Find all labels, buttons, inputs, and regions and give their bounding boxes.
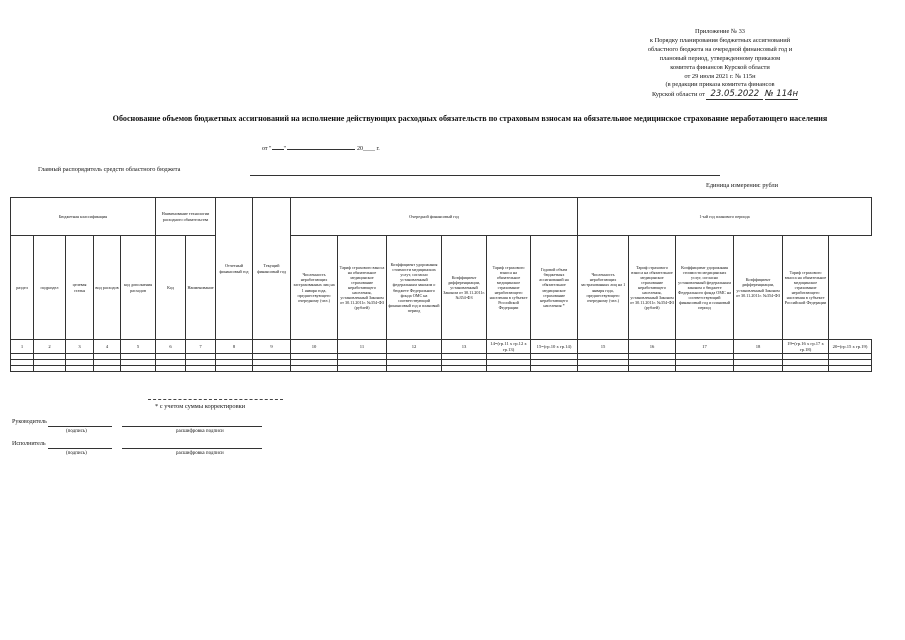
col-number: 15=(гр.10 х гр.14): [531, 340, 578, 354]
signature-field[interactable]: [48, 426, 112, 427]
col-number: 6: [156, 340, 186, 354]
manager-field[interactable]: [250, 175, 720, 176]
appendix-line: комитета финансов Курской области: [670, 63, 770, 71]
appendix-number: Приложение № 33: [695, 28, 745, 35]
col-number: 13: [442, 340, 487, 354]
stamp-date: 23.05.2022: [706, 89, 763, 100]
col-number: 16: [629, 340, 676, 354]
col-number: 11: [338, 340, 387, 354]
col-number: 12: [387, 340, 442, 354]
reported-year-header: Отчетный финансовый год: [216, 198, 253, 340]
appendix-edition-line: Курской области от 23.05.2022 № 114н: [652, 89, 799, 100]
signature-caption: расшифровка подписи: [176, 429, 224, 434]
col-header: Коэффициент удорожания стоимости медицинских услут, согласно установленный федеральным законом о бюджете Федерального фонда ОМС на соответствующий финансовый год и плановый период: [387, 236, 442, 340]
col-number: 7: [186, 340, 216, 354]
appendix-line: от 29 июля 2021 г. № 115н: [684, 72, 756, 80]
col-number: 8: [216, 340, 253, 354]
col-number: 9: [253, 340, 291, 354]
signature-decode-field[interactable]: [122, 426, 262, 427]
appendix-line: к Порядку планирования бюджетных ассигнований: [649, 36, 791, 44]
col-header: Численность неработающих застрахованных лиц на 1 января года, предшествующего очередному (чел.): [291, 236, 338, 340]
table-row[interactable]: [11, 366, 872, 372]
col-header: Коэффициент дифференциации, установленный Законом от 30.11.2011г. №354-ФЗ: [442, 236, 487, 340]
appendix-header: [560, 28, 880, 100]
appendix-line: (в редакции приказа комитета финансов: [665, 81, 775, 89]
col-header: Наименование: [186, 236, 216, 340]
budget-class-header: Бюджетная классификация: [11, 198, 156, 236]
manager-label: Главный распорядитель средств областного бюджета: [38, 166, 181, 173]
signature-caption: (подпись): [66, 429, 87, 434]
col-number: 3: [66, 340, 94, 354]
col-number: 19=(гр.16 х гр.17 х гр.18): [783, 340, 829, 354]
col-header: Код: [156, 236, 186, 340]
col-number: 17: [676, 340, 734, 354]
col-number: 10: [291, 340, 338, 354]
col-header: код дополнения расходов: [121, 236, 156, 340]
program-name-header: Наименование технологии расходного обязательства: [156, 198, 216, 236]
signature-decode-field[interactable]: [122, 448, 262, 449]
signature-role: Руководитель: [12, 419, 47, 425]
col-header: Тариф страхового взноса на обязательное медицинское страхование неработающего населения, установленный Законом от 30.11.2011г. №354-ФЗ (рублей): [338, 236, 387, 340]
col-header: Численность неработающих застрахованных лиц на 1 января года, предшествующего очередному (чел.): [578, 236, 629, 340]
appendix-line: плановый период, утвержденному приказом: [659, 54, 781, 62]
appendix-line: областного бюджета на очередной финансовый год и: [647, 45, 793, 53]
col-number: 1: [11, 340, 34, 354]
first-plan-year-header: 1-ый год планового периода: [578, 198, 872, 236]
col-number: 5: [121, 340, 156, 354]
col-number: 15: [578, 340, 629, 354]
col-number: 14=(гр.11 х гр.12 х гр.13): [487, 340, 531, 354]
col-number: 18: [734, 340, 783, 354]
footnote-divider: [148, 399, 283, 400]
col-header: целевая статья: [66, 236, 94, 340]
document-title: Обоснование объемов бюджетных ассигнований на исполнение действующих расходных обязательств по страховым взносам на обязательное медицинское страхование неработающего населения: [112, 114, 828, 123]
current-year-header: Текущий финансовый год: [253, 198, 291, 340]
col-header: раздел: [11, 236, 34, 340]
date-line: от " " 20____ г.: [262, 146, 380, 152]
col-number: 4: [94, 340, 121, 354]
col-number: 2: [34, 340, 66, 354]
units-label: Единица измерения: рубли: [706, 182, 779, 189]
signature-caption: расшифровка подписи: [176, 451, 224, 456]
signature-role: Исполнитель: [12, 441, 46, 447]
col-header: Тариф страхового взноса на обязательное медицинское страхование неработающего населения, установленный Законом от 30.11.2011г. №354-ФЗ (рублей): [629, 236, 676, 340]
signature-field[interactable]: [48, 448, 112, 449]
footnote: * с учетом суммы корректировки: [155, 403, 246, 410]
col-header: вид расходов: [94, 236, 121, 340]
col-header: подраздел: [34, 236, 66, 340]
col-header: Коэффициент удорожания стоимости медицинских услуг, согласно установленный федеральным законом о бюджете Федерального фонда ОМС на соответствующий финансовый год и плановый период: [676, 236, 734, 340]
col-number: 20=(гр.15 х гр.19): [829, 340, 872, 354]
signature-caption: (подпись): [66, 451, 87, 456]
budget-table: [10, 197, 872, 372]
next-year-header: Очередной финансовый год: [291, 198, 578, 236]
col-header: Коэффициент дифференциации, установленный Законом от 30.11.2011г. №354-ФЗ: [734, 236, 783, 340]
col-header: Тариф страхового взноса на обязательное медицинское страхование неработающего населения в субъекте Российской Федерации: [783, 236, 829, 340]
col-header: Тариф страхового взноса на обязательное медицинское страхование неработающего населения в субъекте Российской Федерации: [487, 236, 531, 340]
stamp-number: № 114н: [764, 89, 799, 100]
column-numbers-row: [11, 340, 872, 354]
col-header: Годовой объем бюджетных ассигнований на обязательное медицинское страхование неработающего населения *: [531, 236, 578, 340]
